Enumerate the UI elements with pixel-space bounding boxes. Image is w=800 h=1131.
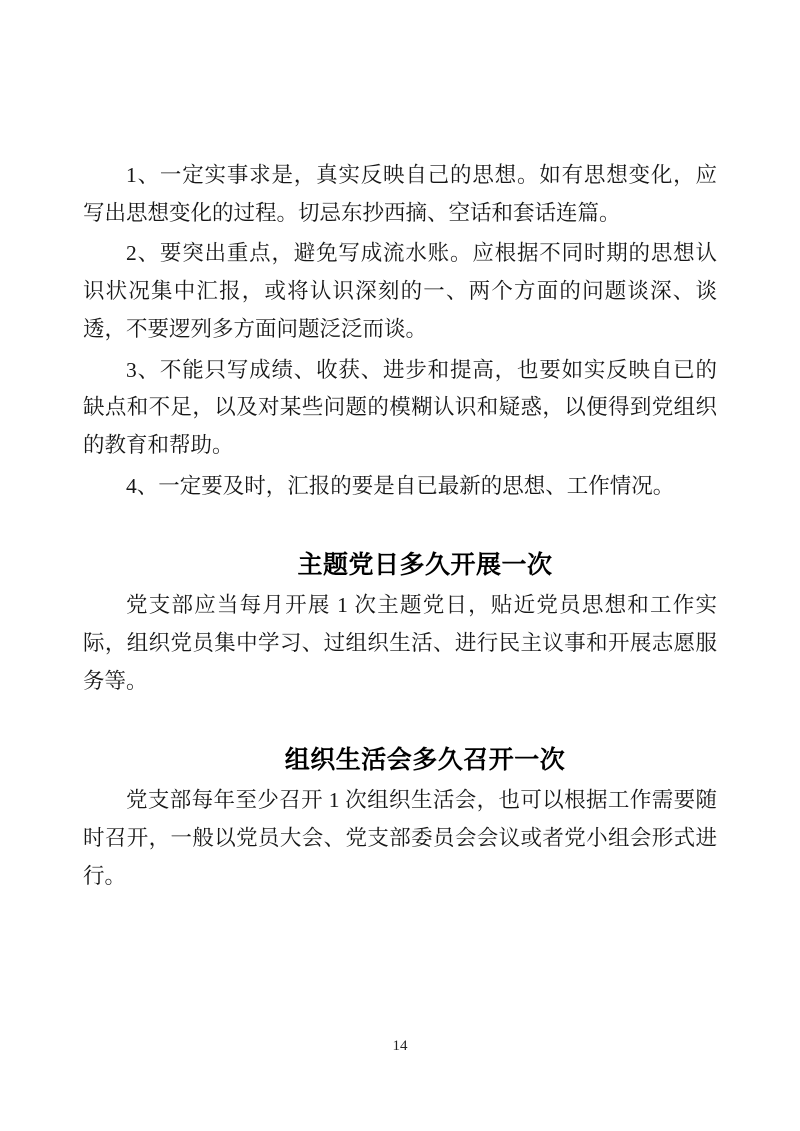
body-paragraph: 3、不能只写成绩、收获、进步和提高，也要如实反映自已的缺点和不足，以及对某些问题的模糊认识和疑惑，以便得到党组织的教育和帮助。	[83, 357, 717, 457]
body-paragraph: 党支部每年至少召开 1 次组织生活会，也可以根据工作需要随时召开，一般以党员大会、党支部委员会会议或者党小组会形式进行。	[83, 788, 717, 888]
page-number: 14	[392, 1038, 408, 1054]
section-heading-org-life-meeting: 组织生活会多久召开一次	[284, 746, 566, 775]
body-paragraph: 2、要突出重点，避免写成流水账。应根据不同时期的思想认识状况集中汇报，或将认识深刻的一、两个方面的问题谈深、谈透，不要逻列多方面问题泛泛而谈。	[83, 241, 717, 341]
section-heading-theme-party-day: 主题党日多久开展一次	[297, 551, 553, 580]
page-content	[83, 157, 717, 899]
body-paragraph: 1、一定实事求是，真实反映自己的思想。如有思想变化，应写出思想变化的过程。切忌东抄西摘、空话和套话连篇。	[83, 163, 717, 225]
body-paragraph: 4、一定要及时，汇报的要是自已最新的思想、工作情况。	[126, 473, 675, 498]
body-paragraph: 党支部应当每月开展 1 次主题党日，贴近党员思想和工作实际，组织党员集中学习、过组织生活、进行民主议事和开展志愿服务等。	[83, 593, 717, 693]
